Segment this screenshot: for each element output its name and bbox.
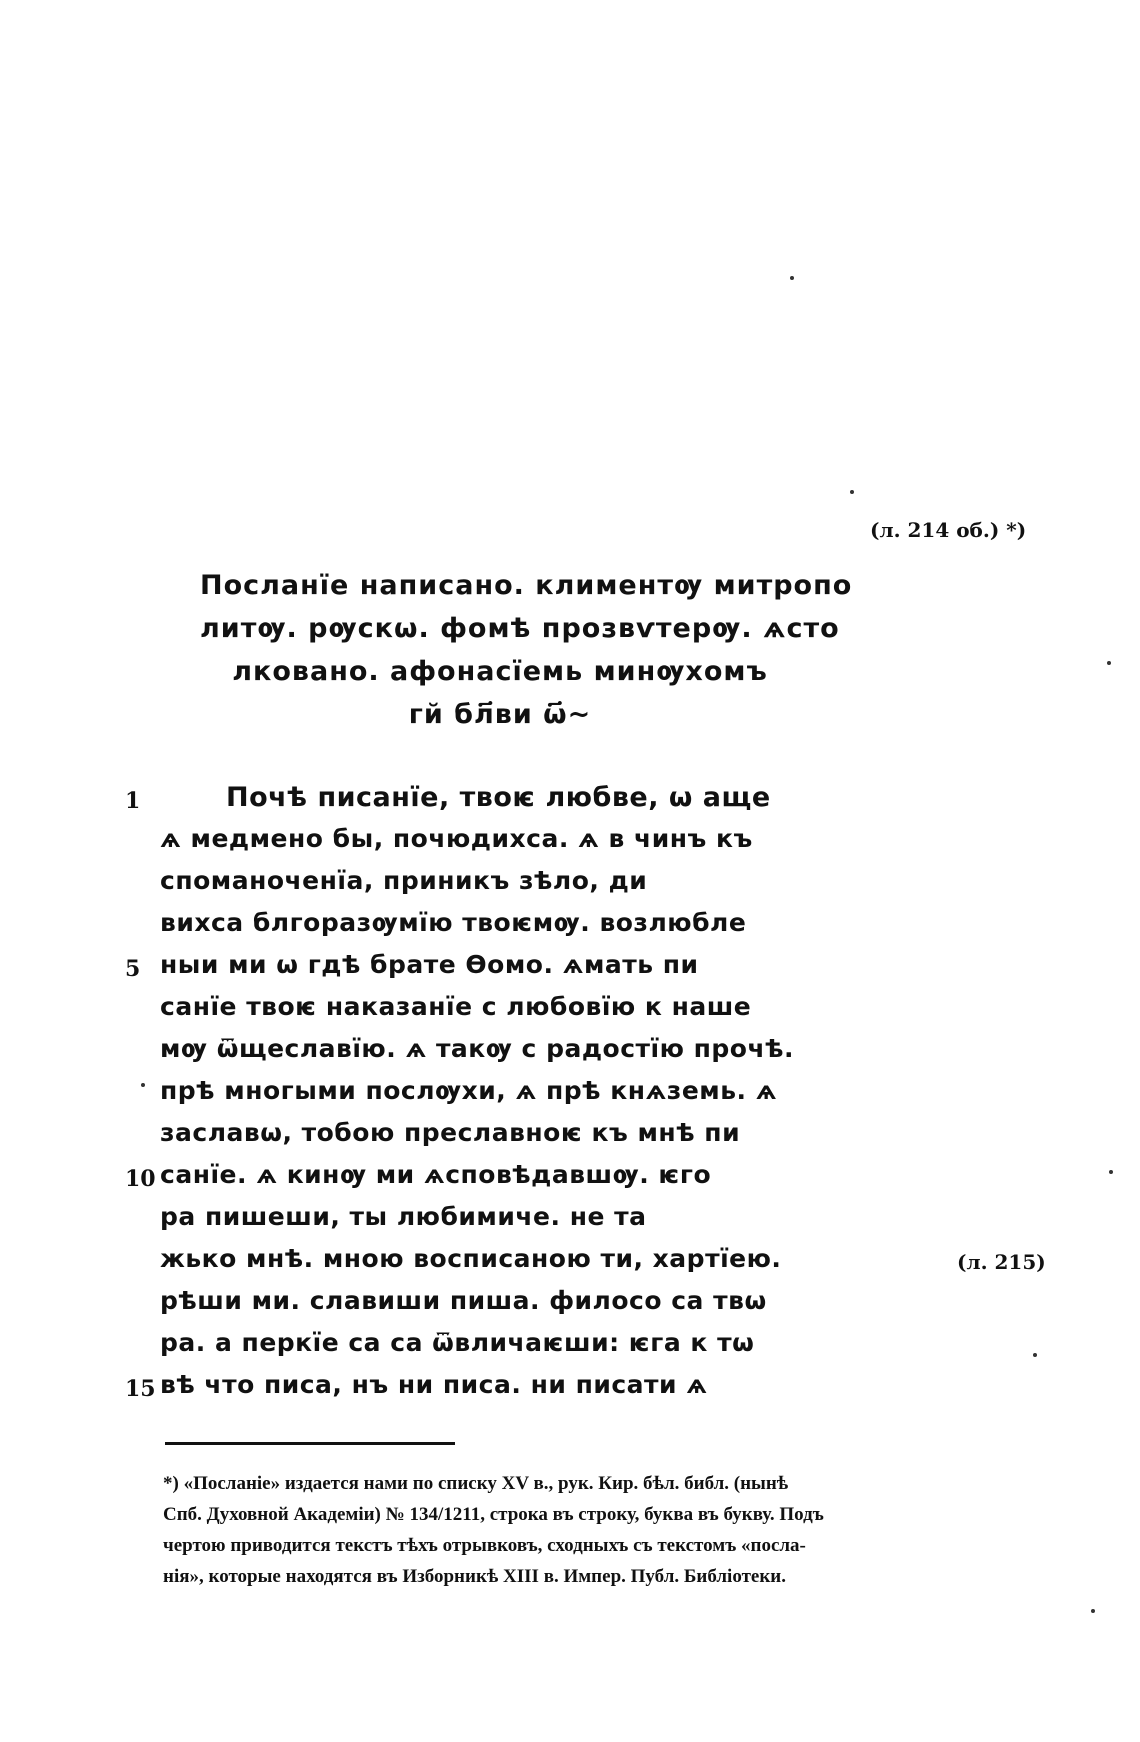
footnote-line: *) «Посланіе» издается нами по списку XV в., рук. Кир. бѣл. библ. (нынѣ [163,1473,789,1494]
line-number: 10 [125,1166,156,1192]
footnote-line: Спб. Духовной Академіи) № 134/1211, строка въ строку, буква въ букву. Подъ [163,1504,824,1525]
text-line [0,1282,1140,1324]
title-line: гй бл҃ви ѡ҃~ [408,699,592,730]
footnote [163,1468,1048,1592]
scan-speck [850,490,854,494]
title-line: литѹ. рѹскѡ. фомѣ прозвѵтерѹ. ѧсто [200,613,840,644]
line-text: Почѣ писанїе, твоѥ любве, ѡ аще [226,782,771,813]
text-line [0,1072,1140,1114]
line-text: заславѡ, тобою преславноѥ къ мнѣ пи [160,1118,741,1147]
line-text: санїе. ѧ кинѹ ми ѧсповѣдавшѹ. ѥго [160,1160,712,1189]
scan-speck [141,1083,145,1087]
text-line [0,1156,1140,1198]
scan-speck [1091,1609,1095,1613]
line-text: мѹ ѿщеславїю. ѧ такѹ с радостїю прочѣ. [160,1034,795,1063]
line-text: ѧ медмено бы, почюдихса. ѧ в чинъ къ [160,824,753,853]
line-number: 5 [125,956,141,982]
line-number: 15 [125,1376,156,1402]
folio-reference-side: (л. 215) [957,1250,1046,1274]
line-text: санїе твоѥ наказанїе с любовїю к наше [160,992,752,1021]
scan-speck [790,276,794,280]
text-line [0,778,1140,820]
text-line [0,988,1140,1030]
title-line: Посланїе написано. климентѹ митропо [200,570,853,601]
text-line [0,904,1140,946]
document-title [200,564,853,736]
scan-speck [1033,1353,1037,1357]
text-line [0,1324,1140,1366]
text-line [0,946,1140,988]
folio-reference-top: (л. 214 об.) *) [870,518,1027,542]
line-text: ра. а перкїе са са ѿвличаѥши: ѥга к тѡ [160,1328,755,1357]
line-text: вихса блгоразѹмїю твоѥмѹ. возлюбле [160,908,747,937]
line-text: ныи ми ѡ гдѣ брате Ѳомо. ѧмать пи [160,950,699,979]
line-text: прѣ многыми послѹхи, ѧ прѣ кнѧземь. ѧ [160,1076,778,1105]
text-line [0,1030,1140,1072]
line-number: 1 [125,788,141,814]
line-text: вѣ что писа, нъ ни писа. ни писати ѧ [160,1370,708,1399]
title-line: лковано. афонасїемь минѹхомъ [232,656,768,687]
text-line [0,1198,1140,1240]
text-line [0,1366,1140,1408]
footnote-line: чертою приводится текстъ тѣхъ отрывковъ, сходныхъ съ текстомъ «посла- [163,1535,806,1556]
scan-speck [1107,661,1111,665]
line-text: рѣши ми. славиши пиша. филосо са твѡ [160,1286,767,1315]
scan-speck [1109,1170,1113,1174]
line-text: жько мнѣ. мною восписаною ти, хартїею. [160,1244,782,1273]
text-line [0,862,1140,904]
text-line [0,1114,1140,1156]
footnote-line: нія», которые находятся въ Изборникѣ XIII в. Импер. Публ. Библіотеки. [163,1566,786,1587]
line-text: ра пишеши, ты любимиче. не та [160,1202,647,1231]
footnote-divider [165,1442,455,1445]
text-line [0,820,1140,862]
text-line [0,1240,1140,1282]
line-text: споманоченїа, приникъ зѣло, ди [160,866,648,895]
